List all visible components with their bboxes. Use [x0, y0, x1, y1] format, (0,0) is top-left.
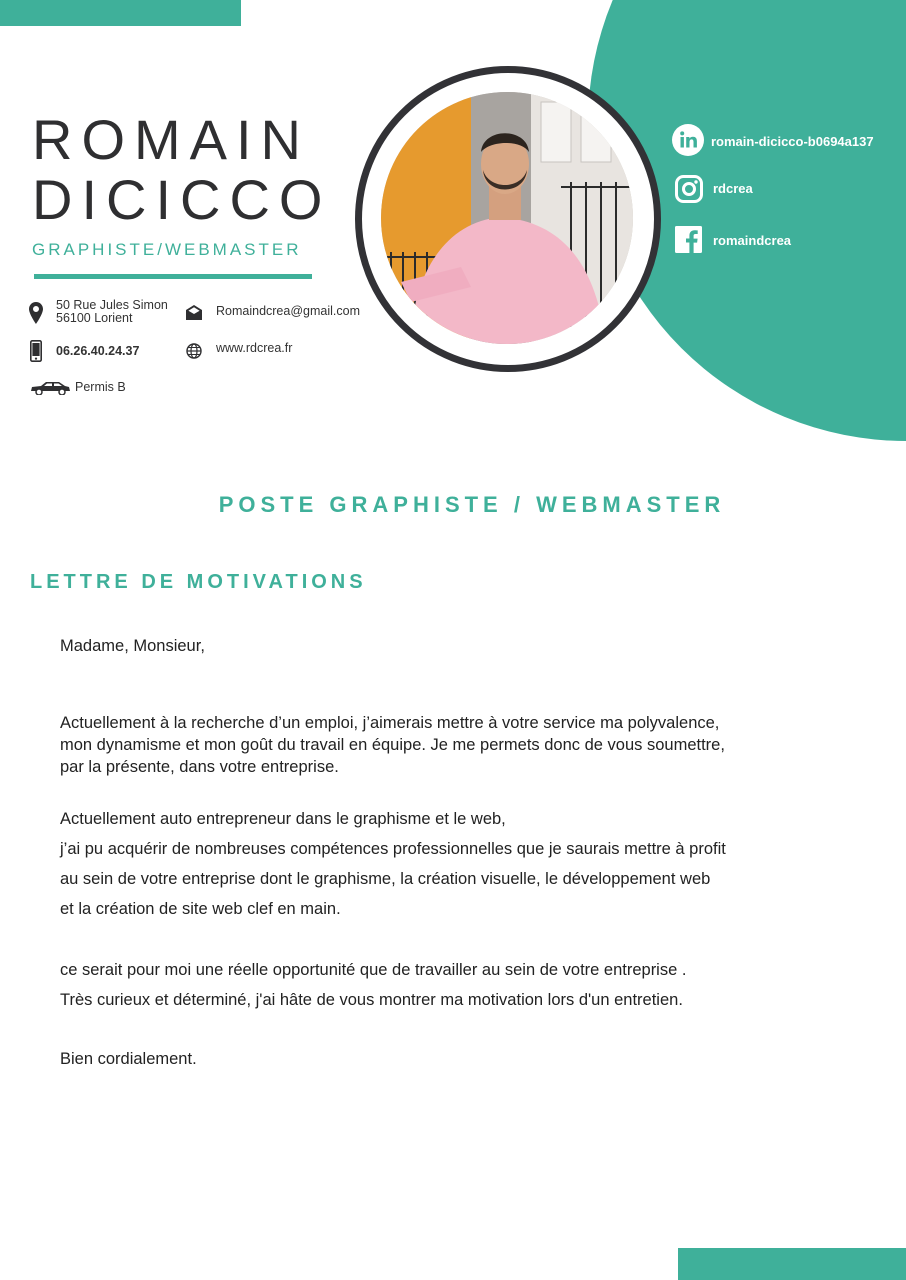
envelope-icon — [186, 305, 202, 320]
paragraph-line: Très curieux et déterminé, j'ai hâte de vous montrer ma motivation lors d'un entretien. — [60, 991, 683, 1009]
profile-photo — [381, 92, 633, 344]
letter-closing: Bien cordialement. — [60, 1050, 197, 1068]
paragraph-line: par la présente, dans votre entreprise. — [60, 758, 339, 776]
letter-heading: LETTRE DE MOTIVATIONS — [30, 571, 367, 593]
profile-photo-illustration — [381, 92, 633, 344]
paragraph-line: ce serait pour moi une réelle opportunité que de travailler au sein de votre entreprise . — [60, 961, 687, 979]
address-line2: 56100 Lorient — [56, 311, 133, 325]
paragraph-line: au sein de votre entreprise dont le graphisme, la création visuelle, le développement web — [60, 870, 711, 888]
letter-salutation: Madame, Monsieur, — [60, 637, 205, 655]
phone-icon — [30, 340, 42, 362]
instagram-icon — [675, 175, 703, 203]
paragraph-line: j’ai pu acquérir de nombreuses compétences professionnelles que je saurais mettre à profit — [60, 840, 726, 858]
letter-paragraph-3 — [60, 955, 686, 1015]
paragraph-line: et la création de site web clef en main. — [60, 900, 341, 918]
letter-paragraph-1 — [60, 712, 725, 778]
linkedin-icon — [672, 124, 704, 156]
driving-license: Permis B — [75, 380, 126, 394]
instagram-link[interactable]: rdcrea — [713, 181, 753, 196]
globe-icon — [186, 343, 202, 359]
paragraph-line: mon dynamisme et mon goût du travail en équipe. Je me permets donc de vous soumettre, — [60, 736, 725, 754]
website-link[interactable]: www.rdcrea.fr — [216, 341, 293, 355]
role-underline — [34, 274, 312, 279]
last-name: DICICCO — [32, 168, 332, 231]
facebook-icon — [675, 226, 702, 253]
car-icon — [29, 381, 71, 395]
first-name: ROMAIN — [32, 108, 310, 171]
job-role: GRAPHISTE/WEBMASTER — [32, 240, 302, 259]
top-accent-bar — [0, 0, 241, 26]
paragraph-line: Actuellement à la recherche d’un emploi, j’aimerais mettre à votre service ma polyvalence, — [60, 714, 720, 732]
phone-number: 06.26.40.24.37 — [56, 344, 140, 358]
email-link[interactable]: Romaindcrea@gmail.com — [216, 304, 360, 318]
address — [56, 299, 168, 325]
location-pin-icon — [29, 302, 43, 324]
facebook-link[interactable]: romaindcrea — [713, 233, 792, 248]
linkedin-link[interactable]: romain-dicicco-b0694a137 — [711, 134, 874, 149]
position-title: POSTE GRAPHISTE / WEBMASTER — [218, 492, 726, 517]
candidate-name — [32, 110, 331, 230]
address-line1: 50 Rue Jules Simon — [56, 298, 168, 312]
paragraph-line: Actuellement auto entrepreneur dans le graphisme et le web, — [60, 810, 506, 828]
letter-paragraph-2 — [60, 804, 726, 924]
bottom-accent-bar — [678, 1248, 906, 1280]
